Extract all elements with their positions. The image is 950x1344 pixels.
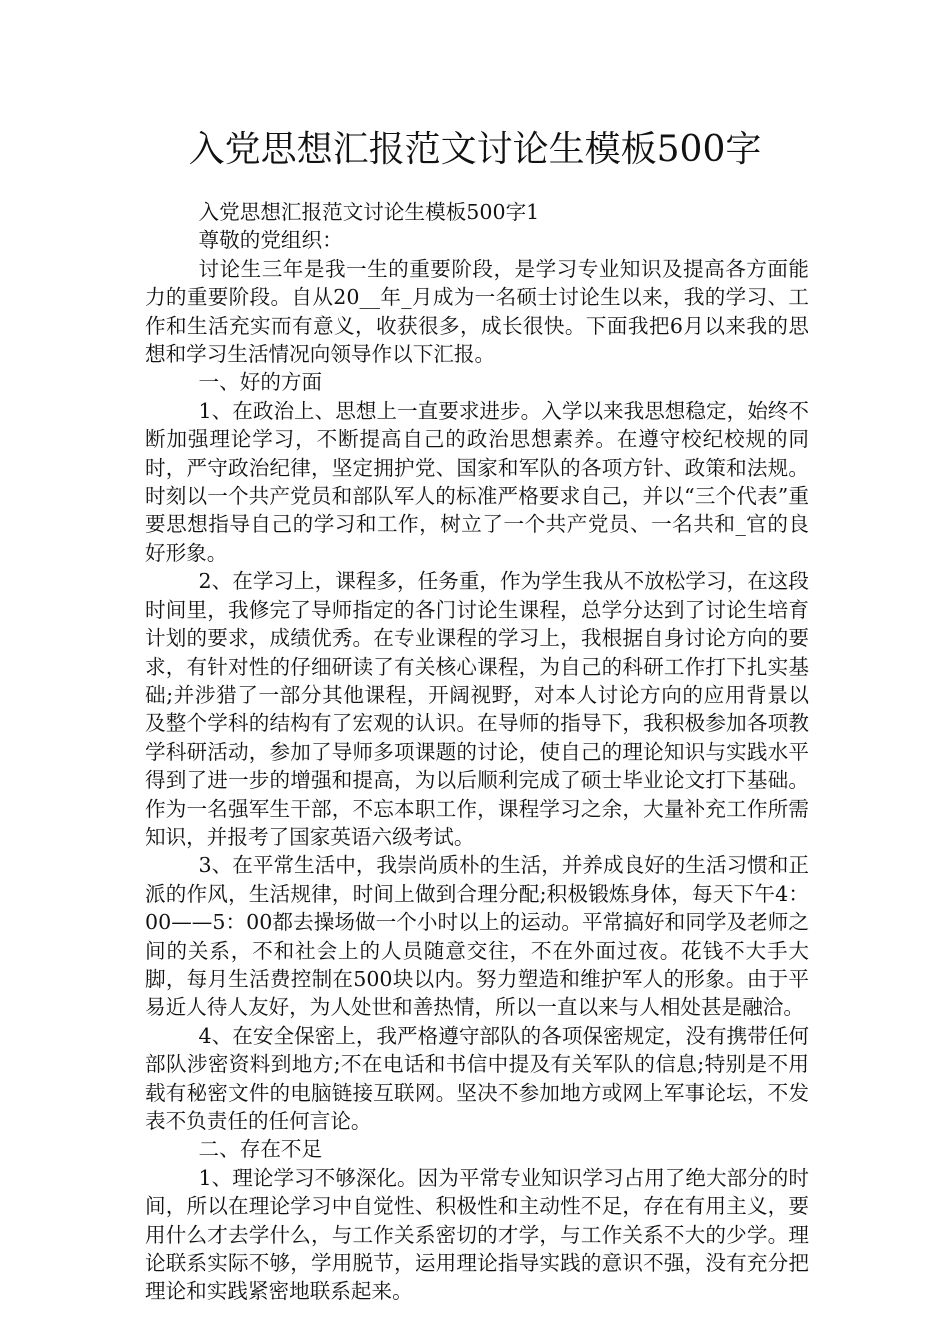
- section-heading-strengths: 一、好的方面: [198, 370, 323, 395]
- document-title: 入党思想汇报范文讨论生模板500字: [188, 129, 762, 170]
- salutation-paragraph: 尊敬的党组织：: [198, 228, 343, 253]
- weakness-paragraph-theory: 1、理论学习不够深化。因为平常专业知识学习占用了绝大部分的时间，所以在理论学习中自觉性、积极性和主动性不足，存在有用主义，要用什么才去学什么，与工作关系密切的才学，与工作关系不大的少学。理论联系实际不够，学用脱节，运用理论指导实践的意识不强，没有充分把理论和实践紧密地联系起来。: [145, 1165, 809, 1304]
- subtitle-paragraph: 入党思想汇报范文讨论生模板500字1: [198, 200, 540, 224]
- document-body: [145, 198, 809, 1306]
- strength-paragraph-life: 3、在平常生活中，我崇尚质朴的生活，并养成良好的生活习惯和正派的作风，生活规律，时间上做到合理分配;积极锻炼身体，每天下午4：00——5：00都去操场做一个小时以上的运动。平常搞好和同学及老师之间的关系，不和社会上的人员随意交往，不在外面过夜。花钱不大手大脚，每月生活费控制在500块以内。努力塑造和维护军人的形象。由于平易近人待人友好，为人处世和善热情，所以一直以来与人相处甚是融洽。: [145, 853, 809, 1020]
- section-heading-weaknesses: 二、存在不足: [198, 1137, 323, 1162]
- strength-paragraph-politics: 1、在政治上、思想上一直要求进步。入学以来我思想稳定，始终不断加强理论学习，不断提高自己的政治思想素养。在遵守校纪校规的同时，严守政治纪律，坚定拥护党、国家和军队的各项方针、政策和法规。时刻以一个共产党员和部队军人的标准严格要求自己，并以“三个代表”重要思想指导自己的学习和工作，树立了一个共产党员、一名共和_官的良好形象。: [145, 398, 809, 565]
- strength-paragraph-security: 4、在安全保密上，我严格遵守部队的各项保密规定，没有携带任何部队涉密资料到地方;不在电话和书信中提及有关军队的信息;特别是不用载有秘密文件的电脑链接互联网。坚决不参加地方或网上军事论坛，不发表不负责任的任何言论。: [145, 1023, 809, 1133]
- strength-paragraph-study: 2、在学习上，课程多，任务重，作为学生我从不放松学习，在这段时间里，我修完了导师指定的各门讨论生课程，总学分达到了讨论生培育计划的要求，成绩优秀。在专业课程的学习上，我根据自身讨论方向的要求，有针对性的仔细研读了有关核心课程，为自己的科研工作打下扎实基础;并涉猎了一部分其他课程，开阔视野，对本人讨论方向的应用背景以及整个学科的结构有了宏观的认识。在导师的指导下，我积极参加各项教学科研活动，参加了导师多项课题的讨论，使自己的理论知识与实践水平得到了进一步的增强和提高，为以后顺利完成了硕士毕业论文打下基础。作为一名强军生干部，不忘本职工作，课程学习之余，大量补充工作所需知识，并报考了国家英语六级考试。: [145, 569, 809, 849]
- intro-paragraph: 讨论生三年是我一生的重要阶段，是学习专业知识及提高各方面能力的重要阶段。自从20__年_月成为一名硕士讨论生以来，我的学习、工作和生活充实而有意义，收获很多，成长很快。下面我把6月以来我的思想和学习生活情况向领导作以下汇报。: [145, 256, 809, 367]
